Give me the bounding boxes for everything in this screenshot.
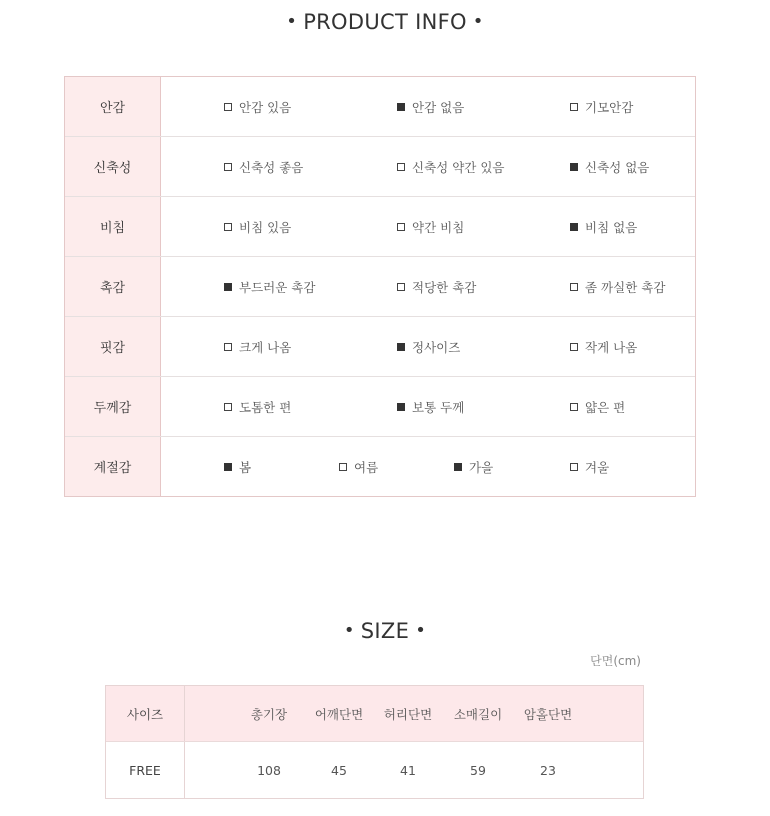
size-table-header [106,686,643,742]
info-option [397,137,504,196]
checked-square-icon [397,343,405,351]
info-row-options [161,437,695,496]
product-info-title [0,10,770,34]
info-option [224,377,291,436]
info-option-label: 신축성 약간 있음 [412,159,505,175]
info-option-label: 안감 있음 [239,99,292,115]
info-option-label: 보통 두께 [412,399,465,415]
size-value-cell: 23 [540,762,556,778]
info-option [224,317,291,376]
info-row [65,77,695,137]
info-option [397,317,460,376]
info-row [65,377,695,437]
size-table-row [106,742,643,798]
info-option-label: 도톰한 편 [239,399,292,415]
bullet-dot-icon: • [415,620,427,641]
info-option [570,197,637,256]
unchecked-square-icon [570,283,578,291]
size-column-header: 허리단면 [383,706,433,722]
info-row-options [161,137,695,196]
bullet-dot-icon: • [286,11,298,32]
info-option [570,377,625,436]
product-info-title-text: PRODUCT INFO [303,10,467,34]
info-option [570,257,665,316]
info-option-label: 기모안감 [585,99,634,115]
unchecked-square-icon [224,343,232,351]
info-option-label: 크게 나옴 [239,339,292,355]
checked-square-icon [397,103,405,111]
size-value-cell: 59 [470,762,486,778]
info-row [65,197,695,257]
size-column-header: 암홀단면 [523,706,573,722]
unchecked-square-icon [397,223,405,231]
info-option [570,317,637,376]
size-column-header: 어깨단면 [314,706,364,722]
unchecked-square-icon [397,163,405,171]
unchecked-square-icon [224,223,232,231]
info-row-options [161,77,695,136]
info-option [224,197,291,256]
bullet-dot-icon: • [472,11,484,32]
size-column-header: 소매길이 [453,706,503,722]
checked-square-icon [397,403,405,411]
info-row-options [161,317,695,376]
info-option [224,437,251,496]
unchecked-square-icon [570,343,578,351]
info-row [65,317,695,377]
info-row [65,257,695,317]
info-option-label: 적당한 촉감 [412,279,477,295]
size-value-cell: 108 [257,762,281,778]
info-option-label: 봄 [239,459,252,475]
checked-square-icon [454,463,462,471]
info-option [397,197,464,256]
product-info-table [64,76,696,497]
size-value-cell: 45 [331,762,347,778]
checked-square-icon [224,283,232,291]
info-option [339,437,378,496]
info-option [397,77,464,136]
checked-square-icon [224,463,232,471]
info-option [570,137,649,196]
size-table [105,685,644,799]
unchecked-square-icon [397,283,405,291]
info-option [454,437,493,496]
unchecked-square-icon [339,463,347,471]
info-option-label: 약간 비침 [412,219,465,235]
size-title-text: SIZE [360,619,410,643]
info-option-label: 부드러운 촉감 [239,279,316,295]
unchecked-square-icon [224,163,232,171]
unchecked-square-icon [224,403,232,411]
info-option [397,257,476,316]
info-option-label: 작게 나옴 [585,339,638,355]
info-option-label: 정사이즈 [412,339,461,355]
info-row-label: 비침 [65,197,161,256]
size-value-cell: 41 [400,762,416,778]
info-option [224,257,315,316]
info-row-options [161,197,695,256]
info-option [570,77,633,136]
info-option-label: 좀 까실한 촉감 [585,279,666,295]
info-row-label: 계절감 [65,437,161,496]
info-option-label: 여름 [354,459,379,475]
bullet-dot-icon: • [343,620,355,641]
info-option [397,377,464,436]
checked-square-icon [570,163,578,171]
info-option-label: 신축성 좋음 [239,159,304,175]
info-row-label: 핏감 [65,317,161,376]
info-option [224,137,303,196]
info-row-options [161,377,695,436]
info-row-label: 신축성 [65,137,161,196]
info-option-label: 가을 [469,459,494,475]
info-option-label: 신축성 없음 [585,159,650,175]
info-row-label: 촉감 [65,257,161,316]
size-unit-label: 단면(cm) [590,654,641,668]
info-option-label: 얇은 편 [585,399,626,415]
info-option-label: 안감 없음 [412,99,465,115]
size-title [0,619,770,643]
size-row-label: FREE [106,742,185,798]
info-option-label: 비침 없음 [585,219,638,235]
info-row [65,437,695,496]
checked-square-icon [570,223,578,231]
info-option-label: 겨울 [585,459,610,475]
info-row-label: 두께감 [65,377,161,436]
size-column-header: 총기장 [250,706,288,722]
info-row [65,137,695,197]
info-option [570,437,609,496]
unchecked-square-icon [224,103,232,111]
info-option [224,77,291,136]
size-label-header: 사이즈 [106,686,185,741]
unchecked-square-icon [570,463,578,471]
info-row-label: 안감 [65,77,161,136]
info-option-label: 비침 있음 [239,219,292,235]
info-row-options [161,257,695,316]
unchecked-square-icon [570,103,578,111]
unchecked-square-icon [570,403,578,411]
